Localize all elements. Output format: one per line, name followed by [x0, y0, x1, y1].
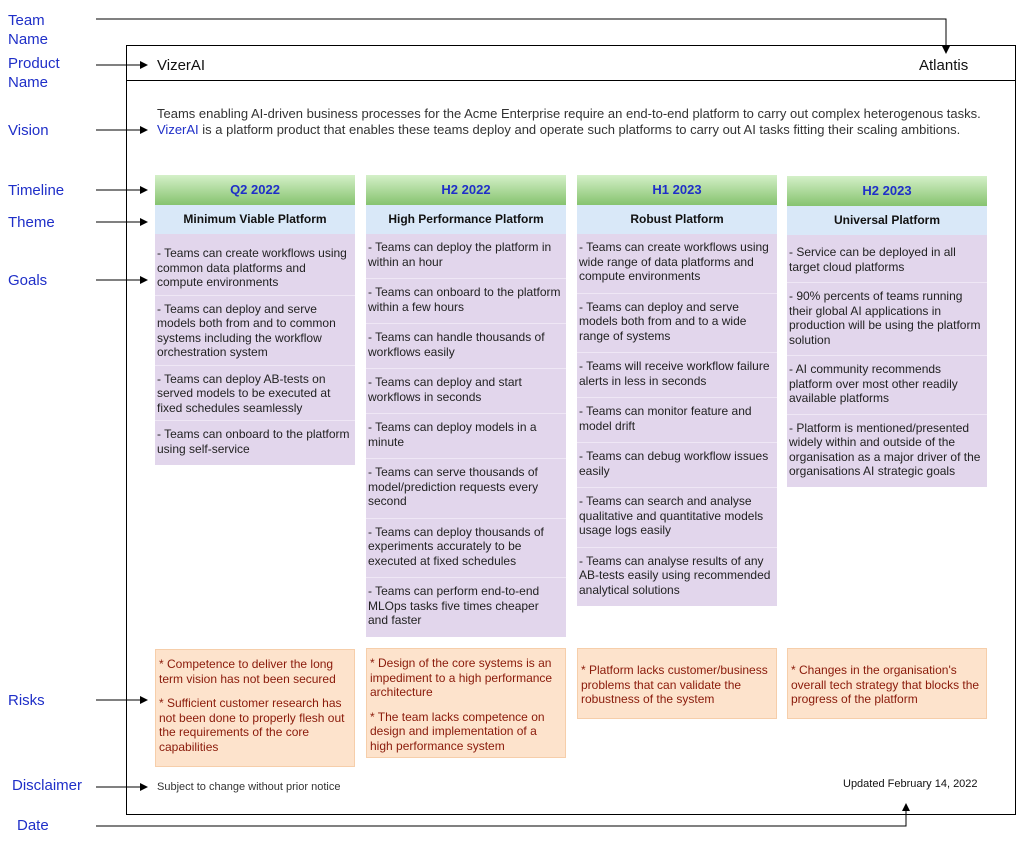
goal-item: - Teams can deploy and serve models both from and to common systems including the workflow orchestration system [155, 296, 355, 366]
goals-list [787, 235, 987, 487]
goal-item: - Teams can create workflows using wide range of data platforms and compute environments [577, 234, 777, 294]
risk-item: * Design of the core systems is an impediment to a high performance architecture [370, 656, 553, 699]
vision-text-after: is a platform product that enables these teams deploy and operate such platforms to carry out AI tasks fitting their scaling ambitions. [198, 122, 961, 137]
goals-list [577, 234, 777, 606]
goal-item: - Teams can debug workflow issues easily [577, 443, 777, 488]
goals-list [366, 234, 566, 637]
label-team-name: Team Name [8, 12, 49, 48]
goal-item: - Teams can handle thousands of workflows easily [366, 324, 566, 369]
risk-item: * The team lacks competence on design and implementation of a high performance system [370, 709, 545, 753]
theme-cell: Robust Platform [577, 205, 777, 234]
label-risks: Risks [8, 692, 45, 709]
product-name: VizerAI [157, 57, 206, 74]
goal-item: - Teams can create workflows using common data platforms and compute environments [155, 234, 355, 296]
label-theme: Theme [8, 214, 55, 231]
goal-item: - Teams can deploy the platform in within an hour [366, 234, 566, 279]
goal-item: - Teams can search and analyse qualitative and quantitative models usage logs easily [577, 488, 777, 548]
timeline-cell: H2 2022 [366, 175, 566, 205]
updated-date: Updated February 14, 2022 [843, 778, 978, 790]
goal-item: - 90% percents of teams running their global AI applications in production will be using the platform solution [787, 283, 987, 356]
goal-item: - Teams can perform end-to-end MLOps tasks five times cheaper and faster [368, 584, 540, 627]
column-h2-2022 [366, 175, 566, 637]
risk-box-h2-2022 [366, 648, 566, 758]
vision-statement [157, 106, 997, 138]
risk-item: * Platform lacks customer/business problems that can validate the robustness of the system [581, 663, 768, 706]
column-h1-2023 [577, 175, 777, 606]
risk-item: * Competence to deliver the long term vision has not been secured [159, 657, 336, 686]
label-disclaimer: Disclaimer [12, 777, 83, 794]
column-h2-2023 [787, 176, 987, 487]
theme-cell: High Performance Platform [366, 205, 566, 234]
timeline-cell: H2 2023 [787, 176, 987, 206]
risk-box-q2-2022 [155, 649, 355, 767]
column-q2-2022 [155, 175, 355, 465]
risk-box-h1-2023 [577, 648, 777, 719]
goal-item: - Teams can monitor feature and model drift [577, 398, 777, 443]
goal-item: - Platform is mentioned/presented widely within and outside of the organisation as a major driver of the organisations AI strategic goals [789, 420, 981, 478]
team-name: Atlantis [919, 57, 969, 74]
header-divider [126, 80, 1016, 81]
vision-product-highlight: VizerAI [157, 122, 199, 137]
goal-item: - Teams can deploy and start workflows in seconds [366, 369, 566, 414]
disclaimer-text: Subject to change without prior notice [157, 781, 341, 793]
goal-item: - Service can be deployed in all target cloud platforms [787, 235, 987, 283]
label-date: Date [17, 817, 49, 834]
goal-item: - Teams can serve thousands of model/prediction requests every second [366, 459, 566, 519]
risk-item: * Sufficient customer research has not been done to properly flesh out the requirements of the core capabilities [159, 696, 345, 754]
goal-item: - Teams can deploy and serve models both from and to a wide range of systems [577, 294, 777, 354]
label-vision: Vision [8, 122, 49, 139]
goal-item: - Teams will receive workflow failure alerts in less in seconds [577, 353, 777, 398]
goal-item: - Teams can deploy AB-tests on served models to be executed at fixed schedules seamlessly [155, 366, 355, 422]
goal-item: - Teams can onboard to the platform within a few hours [366, 279, 566, 324]
vision-text-before: Teams enabling AI-driven business processes for the Acme Enterprise require an end-to-end platform to carry out complex heterogenous tasks. [157, 106, 981, 121]
theme-cell: Universal Platform [787, 206, 987, 235]
label-product-name: Product Name [8, 55, 60, 91]
label-goals: Goals [8, 272, 48, 289]
goal-item: - Teams can deploy thousands of experiments accurately to be executed at fixed schedules [366, 519, 566, 579]
theme-cell: Minimum Viable Platform [155, 205, 355, 234]
label-timeline: Timeline [8, 182, 65, 199]
risk-item: * Changes in the organisation's overall tech strategy that blocks the progress of the platform [791, 663, 980, 706]
goal-item: - AI community recommends platform over most other readily available platforms [787, 356, 987, 415]
timeline-cell: H1 2023 [577, 175, 777, 205]
goal-item: - Teams can analyse results of any AB-tests easily using recommended analytical solutions [579, 553, 771, 597]
risk-box-h2-2023 [787, 648, 987, 719]
goals-list [155, 234, 355, 465]
goal-item: - Teams can onboard to the platform using self-service [157, 427, 350, 456]
timeline-cell: Q2 2022 [155, 175, 355, 205]
goal-item: - Teams can deploy models in a minute [366, 414, 566, 459]
